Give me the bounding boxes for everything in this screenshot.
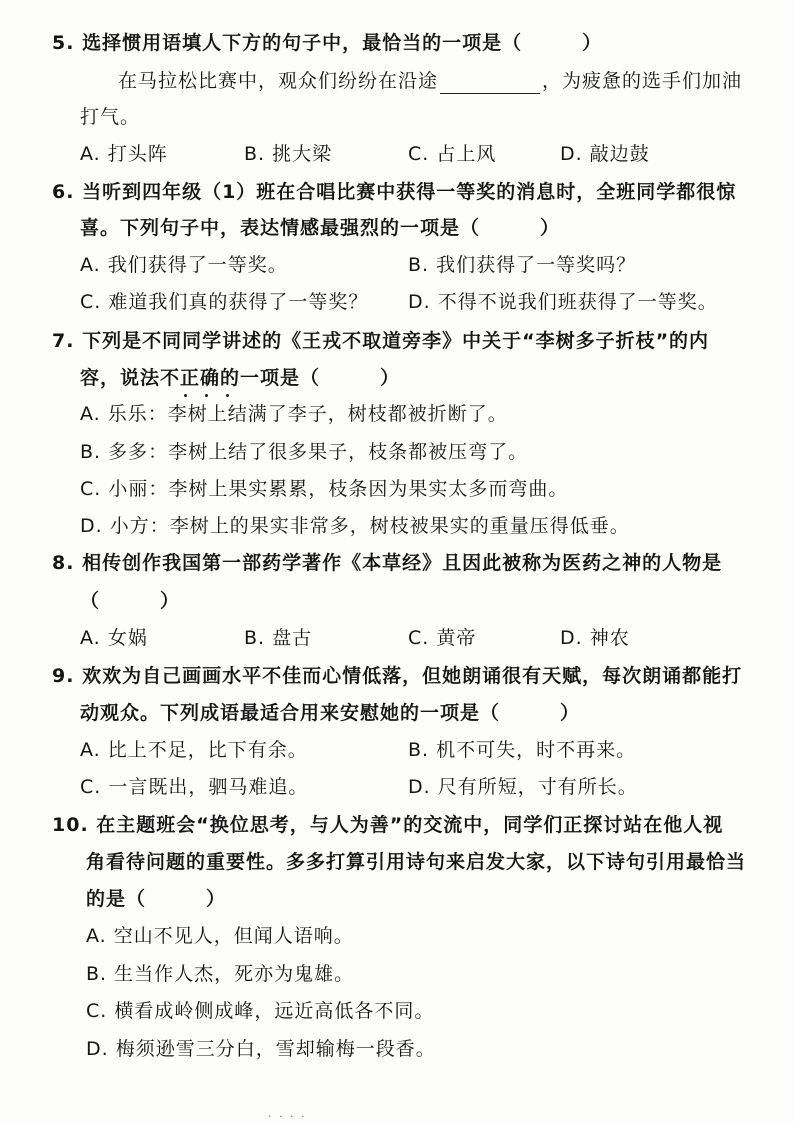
- option-c[interactable]: C. 难道我们真的获得了一等奖？: [80, 291, 369, 313]
- question-number: 9.: [52, 665, 75, 687]
- question-number: 10.: [52, 814, 89, 836]
- emphasis-dot: [205, 394, 208, 397]
- option-d[interactable]: D. 敲边鼓: [560, 143, 650, 165]
- question-text: 选择惯用语填人下方的句子中，最恰当的一项是（ ）: [82, 32, 603, 54]
- option-c[interactable]: C. 黄帝: [408, 627, 477, 649]
- option-a[interactable]: A. 我们获得了一等奖。: [80, 254, 288, 276]
- emphasis-dot: [184, 394, 187, 397]
- sentence-part: 在马拉松比赛中，观众们纷纷在沿途: [118, 70, 439, 92]
- sentence-part: ，为疲惫的选手们加油: [542, 70, 743, 92]
- question-9-stem: [52, 663, 742, 689]
- option-c[interactable]: C. 占上风: [408, 143, 497, 165]
- question-number: 8.: [52, 552, 75, 574]
- question-text: 欢欢为自己画画水平不佳而心情低落，但她朗诵很有天赋，每次朗诵都能打: [82, 665, 743, 687]
- option-d[interactable]: D. 神农: [560, 627, 630, 649]
- question-10-stem: [52, 812, 723, 838]
- page-footer: · · · ·: [268, 1110, 307, 1123]
- question-number: 6.: [52, 181, 75, 203]
- question-text: 下列是不同同学讲述的《王戎不取道旁李》中关于“李树多子折枝”的内: [82, 330, 710, 352]
- question-6-stem-cont: 喜。下列句子中，表达情感最强烈的一项是（ ）: [80, 217, 561, 239]
- option-d[interactable]: D. 小方：李树上的果实非常多，树枝被果实的重量压得低垂。: [80, 515, 630, 537]
- option-b[interactable]: B. 多多：李树上结了很多果子，枝条都被压弯了。: [80, 441, 529, 463]
- answer-blank[interactable]: [440, 73, 540, 94]
- question-number: 5.: [52, 32, 75, 54]
- option-a[interactable]: A. 女娲: [80, 627, 148, 649]
- question-7-stem-cont: 容，说法不正确的一项是（ ）: [80, 367, 401, 389]
- question-8-stem: [52, 550, 722, 576]
- option-b[interactable]: B. 我们获得了一等奖吗？: [408, 254, 637, 276]
- option-b[interactable]: B. 挑大梁: [244, 143, 333, 165]
- option-d[interactable]: D. 尺有所短，寸有所长。: [408, 776, 638, 798]
- option-c[interactable]: C. 横看成岭侧成峰，远近高低各不同。: [86, 1000, 435, 1022]
- question-text: 当听到四年级（1）班在合唱比赛中获得一等奖的消息时，全班同学都很惊: [82, 181, 737, 203]
- question-5-sentence-end: 打气。: [80, 106, 141, 128]
- option-b[interactable]: B. 机不可失，时不再来。: [408, 739, 637, 761]
- question-10-stem-cont: 角看待问题的重要性。多多打算引用诗句来启发大家，以下诗句引用最恰当: [86, 851, 747, 873]
- emphasis-dot: [226, 394, 229, 397]
- question-10-stem-cont: 的是（ ）: [86, 888, 227, 910]
- question-9-stem-cont: 动观众。下列成语最适合用来安慰她的一项是（ ）: [80, 702, 581, 724]
- option-a[interactable]: A. 空山不见人，但闻人语响。: [86, 925, 354, 947]
- question-7-stem: [52, 328, 709, 354]
- question-text: 相传创作我国第一部药学著作《本草经》且因此被称为医药之神的人物是: [82, 552, 723, 574]
- question-5-stem: [52, 30, 602, 56]
- option-a[interactable]: A. 乐乐：李树上结满了李子，树枝都被折断了。: [80, 403, 508, 425]
- option-a[interactable]: A. 打头阵: [80, 143, 168, 165]
- option-d[interactable]: D. 梅须逊雪三分白，雪却输梅一段香。: [86, 1038, 436, 1060]
- option-c[interactable]: C. 一言既出，驷马难追。: [80, 776, 309, 798]
- option-a[interactable]: A. 比上不足，比下有余。: [80, 739, 308, 761]
- question-8-stem-cont: （ ）: [80, 590, 181, 612]
- question-text: 在主题班会“换位思考，与人为善”的交流中，同学们正探讨站在他人视: [96, 814, 724, 836]
- option-b[interactable]: B. 生当作人杰，死亦为鬼雄。: [86, 963, 355, 985]
- question-5-sentence: [118, 68, 742, 94]
- question-number: 7.: [52, 330, 75, 352]
- option-b[interactable]: B. 盘古: [244, 627, 313, 649]
- question-6-stem: [52, 179, 736, 205]
- option-c[interactable]: C. 小丽：李树上果实累累，枝条因为果实太多而弯曲。: [80, 478, 569, 500]
- option-d[interactable]: D. 不得不说我们班获得了一等奖。: [408, 291, 718, 313]
